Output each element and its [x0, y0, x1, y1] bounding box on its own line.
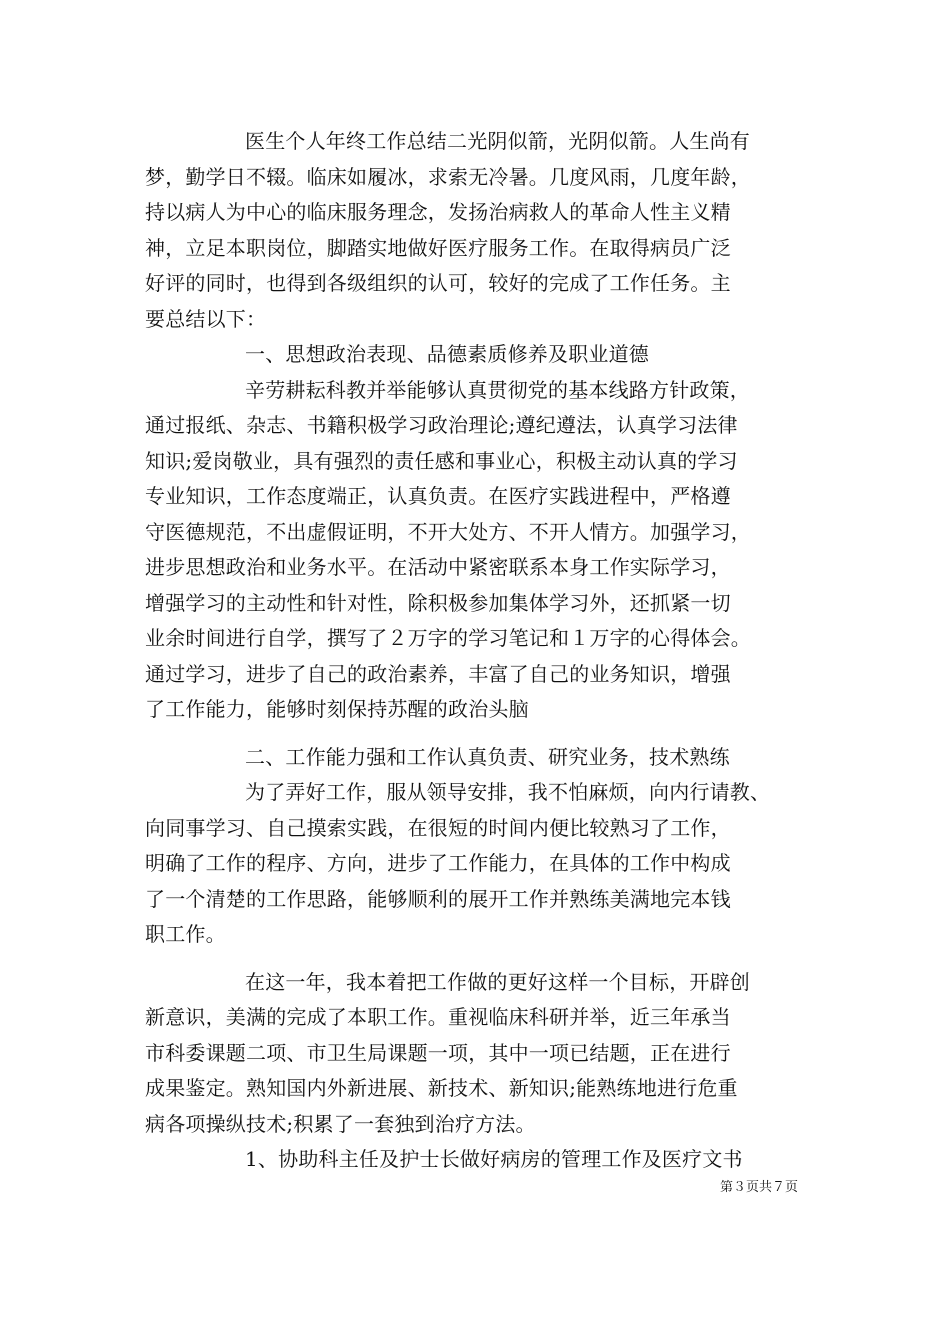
paragraph-research — [145, 965, 835, 1143]
paragraph-gap — [145, 953, 835, 965]
text-line: 好评的同时，也得到各级组织的认可，较好的完成了工作任务。主 — [145, 271, 731, 295]
text-line: 进步思想政治和业务水平。在活动中紧密联系本身工作实际学习， — [145, 555, 731, 579]
text-line: 了工作能力，能够时刻保持苏醒的政治头脑 — [145, 697, 529, 721]
text-line: 医生个人年终工作总结二光阴似箭，光阴似箭。人生尚有 — [245, 129, 750, 153]
text-line: 向同事学习、自己摸索实践，在很短的时间内便比较熟习了工作， — [145, 815, 731, 840]
text-line: 要总结以下： — [145, 306, 267, 331]
section-heading-2 — [145, 740, 835, 776]
paragraph-gap — [145, 728, 835, 740]
text-line: 为了弄好工作，服从领导安排，我不怕麻烦，向内行请教、 — [245, 780, 771, 804]
text-line: 梦，勤学日不辍。临床如履冰，求索无冷暑。几度风雨，几度年龄， — [145, 164, 751, 189]
text-line: 职工作。 — [145, 922, 226, 946]
text-line: 新意识，美满的完成了本职工作。重视临床科研并举，近三年承当 — [145, 1005, 731, 1029]
heading-line: 一、思想政治表现、品德素质修养及职业道德 — [245, 342, 649, 366]
text-line: 通过学习，进步了自己的政治素养，丰富了自己的业务知识，增强 — [145, 661, 731, 686]
text-line: 神，立足本职岗位，脚踏实地做好医疗服务工作。在取得病员广泛 — [145, 235, 731, 260]
paragraph-item-1 — [145, 1142, 835, 1178]
text-line: 辛劳耕耘科教并举能够认真贯彻党的基本线路方针政策， — [245, 377, 750, 402]
heading-line: 二、工作能力强和工作认真负责、研究业务，技术熟练 — [245, 744, 730, 769]
text-line: 通过报纸、杂志、书籍积极学习政治理论;遵纪遵法，认真学习法律 — [145, 413, 738, 437]
paragraph-ability — [145, 775, 835, 953]
page-number-footer: 第３页共７页 — [720, 1180, 799, 1195]
text-line: 知识;爱岗敬业，具有强烈的责任感和事业心，积极主动认真的学习 — [145, 448, 738, 473]
section-heading-1 — [145, 337, 835, 373]
text-line: 增强学习的主动性和针对性，除积极参加集体学习外，还抓紧一切 — [145, 590, 731, 615]
text-line: 明确了工作的程序、方向，进步了工作能力，在具体的工作中构成 — [145, 851, 731, 875]
text-line: 在这一年，我本着把工作做的更好这样一个目标，开辟创 — [245, 969, 750, 994]
text-line: 守医德规范，不出虚假证明，不开大处方、不开人情方。加强学习， — [145, 519, 751, 544]
text-line: 成果鉴定。熟知国内外新进展、新技术、新知识;能熟练地进行危重 — [145, 1076, 738, 1100]
paragraph-intro — [145, 124, 835, 337]
text-line: 市科委课题二项、市卫生局课题一项，其中一项已结题，正在进行 — [145, 1040, 731, 1065]
text-line: 1、协助科主任及护士长做好病房的管理工作及医疗文书 — [245, 1147, 743, 1171]
paragraph-politics — [145, 373, 835, 728]
text-line: 专业知识，工作态度端正，认真负责。在医疗实践进程中，严格遵 — [145, 484, 731, 508]
text-line: 持以病人为中心的临床服务理念，发扬治病救人的革命人性主义精 — [145, 200, 731, 224]
text-line: 业余时间进行自学，撰写了２万字的学习笔记和１万字的心得体会。 — [145, 626, 751, 650]
document-body — [145, 124, 835, 1178]
text-line: 病各项操纵技术;积累了一套独到治疗方法。 — [145, 1111, 536, 1136]
text-line: 了一个清楚的工作思路，能够顺利的展开工作并熟练美满地完本钱 — [145, 886, 731, 911]
